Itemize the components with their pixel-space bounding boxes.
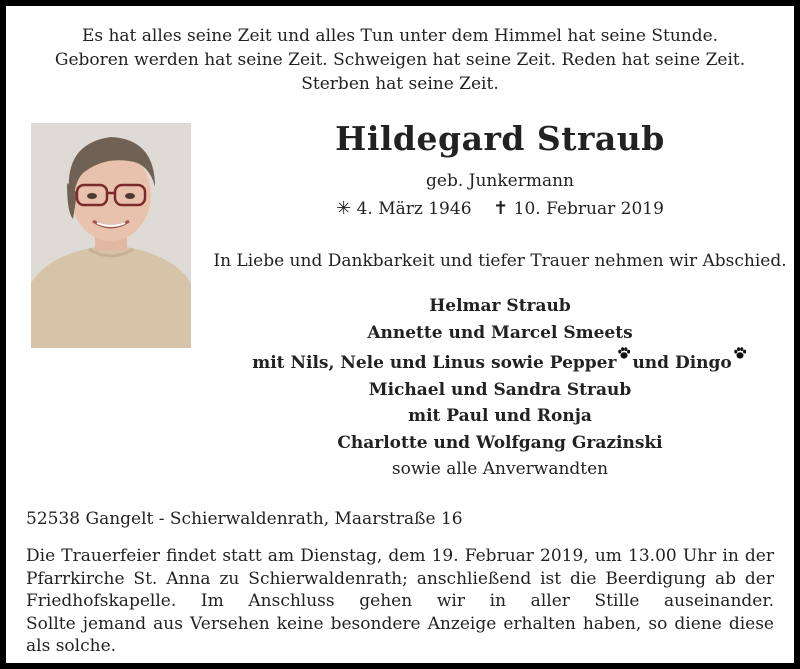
birth-star-icon: ✳ xyxy=(336,198,352,219)
mourner-line: Annette und Marcel Smeets xyxy=(367,322,633,343)
funeral-service-text: Die Trauerfeier findet statt am Dienstag, dem 19. Februar 2019, um 13.00 Uhr in der Pfarrkirche St. Anna zu Schierwaldenrath; anschließend ist die Beerdigung ab der Friedhofskapelle. Im Anschluss gehen wir in aller Stille auseinander. xyxy=(26,546,774,611)
motto-verse xyxy=(6,24,794,96)
portrait-photo xyxy=(31,123,191,348)
death-date: 10. Februar 2019 xyxy=(513,199,664,219)
motto-line-1: Es hat alles seine Zeit und alles Tun unter dem Himmel hat seine Stunde. xyxy=(81,26,719,46)
life-dates xyxy=(206,198,794,219)
farewell-text: In Liebe und Dankbarkeit und tiefer Trauer nehmen wir Abschied. xyxy=(213,251,787,271)
service-details xyxy=(26,545,774,658)
notice-disclaimer: Sollte jemand aus Versehen keine besondere Anzeige erhalten haben, so diene diese als solche. xyxy=(26,613,774,656)
deceased-name: Hildegard Straub xyxy=(335,119,665,158)
paw-icon xyxy=(617,346,631,360)
birth-name: geb. Junkermann xyxy=(426,171,574,191)
motto-line-3: Sterben hat seine Zeit. xyxy=(301,74,499,94)
mourner-line: Michael und Sandra Straub xyxy=(368,379,632,400)
mourner-line: mit Paul und Ronja xyxy=(408,406,592,426)
paw-icon xyxy=(733,346,747,360)
portrait-photo-drawing xyxy=(31,123,191,348)
mourner-line: Charlotte und Wolfgang Grazinski xyxy=(337,432,663,453)
mourner-line: Helmar Straub xyxy=(429,296,571,316)
mourner-line-relatives: sowie alle Anverwandten xyxy=(391,459,609,479)
mourner-line-pets xyxy=(206,346,794,377)
mourner-line-part: und Dingo xyxy=(632,353,732,373)
mourner-line-part: mit Nils, Nele und Linus sowie Pepper xyxy=(252,353,617,373)
mourners-list xyxy=(206,293,794,483)
death-cross-icon: ✝ xyxy=(493,198,509,219)
birth-date: 4. März 1946 xyxy=(356,199,472,219)
family-address: 52538 Gangelt - Schierwaldenrath, Maarstraße 16 xyxy=(26,509,463,529)
motto-line-2: Geboren werden hat seine Zeit. Schweigen hat seine Zeit. Reden hat seine Zeit. xyxy=(54,50,746,70)
